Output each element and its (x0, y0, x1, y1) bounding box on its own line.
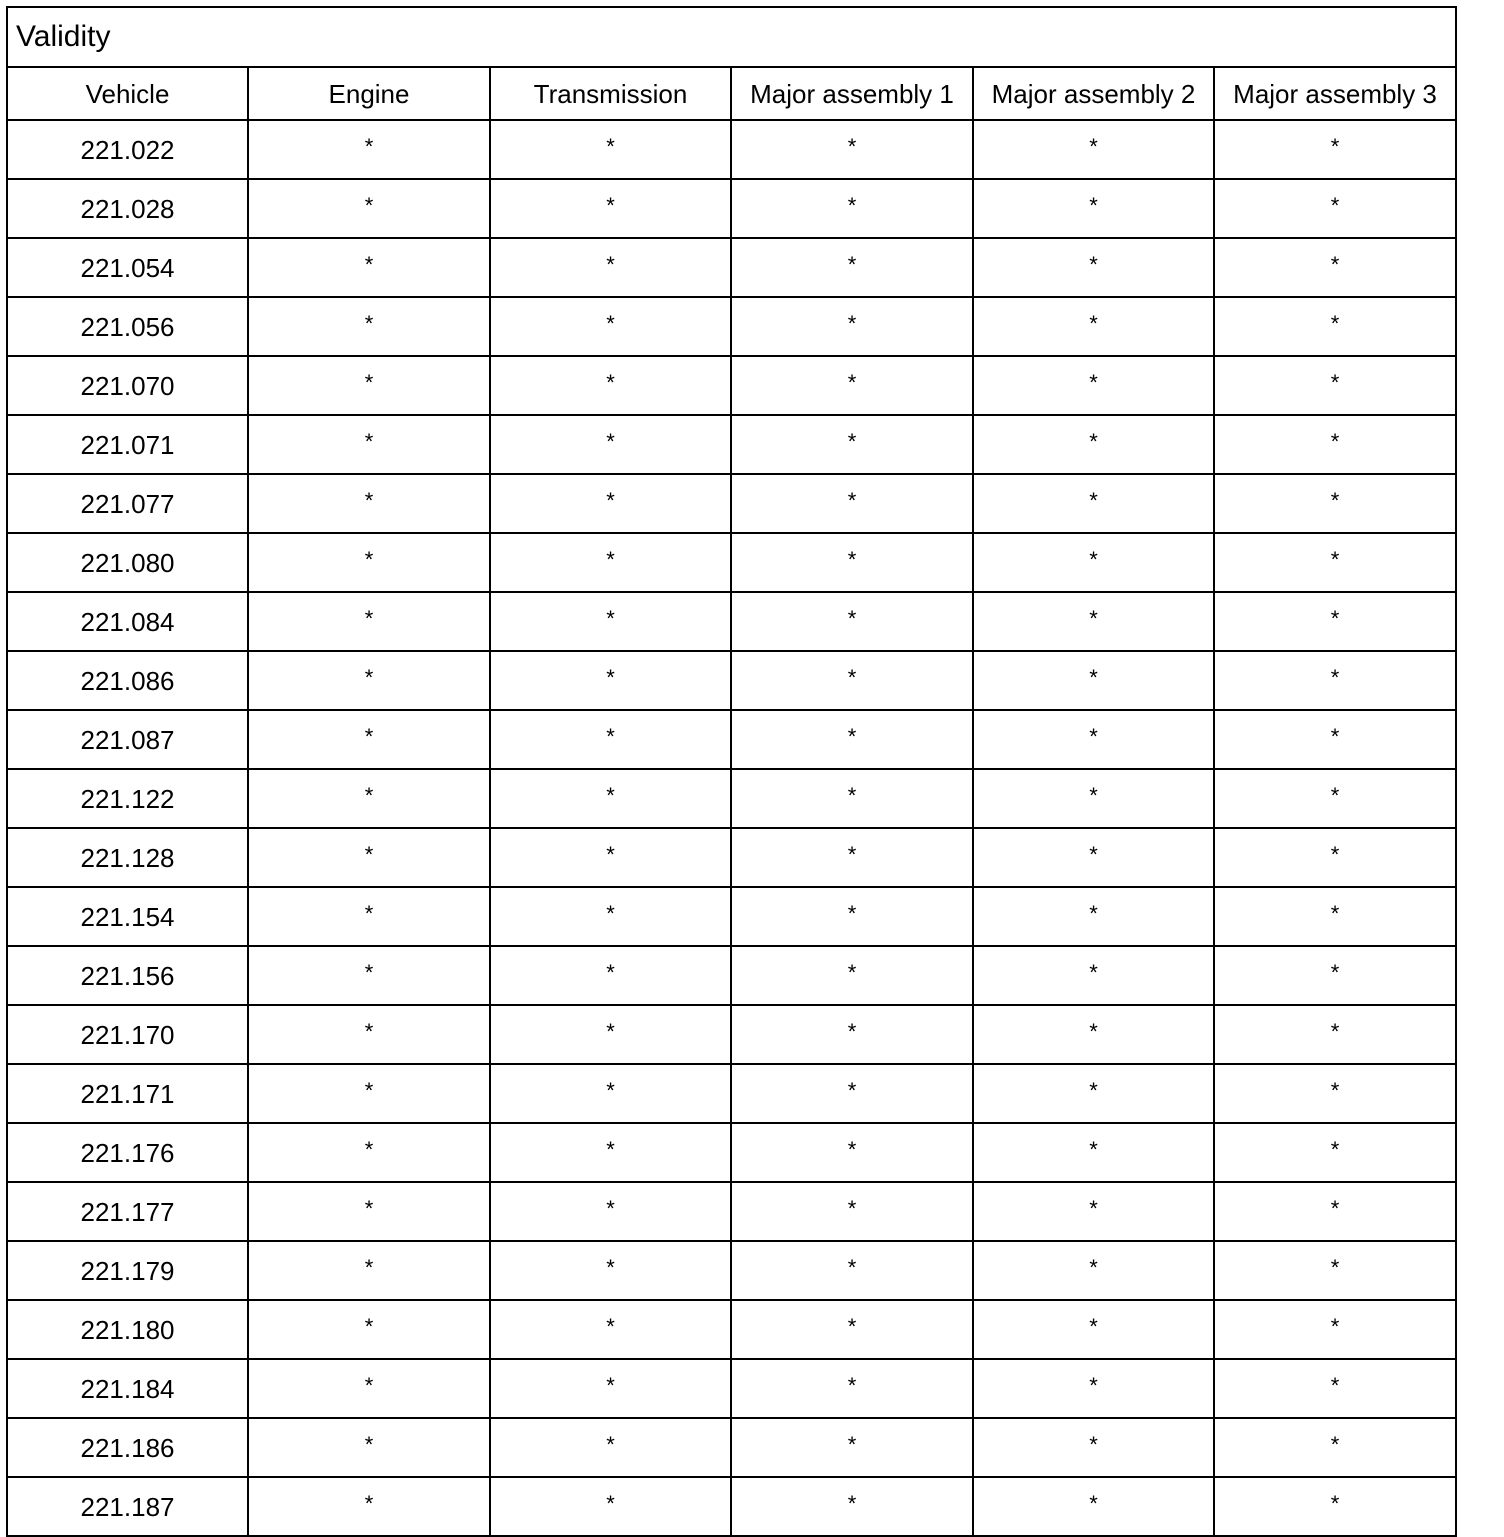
engine-cell: * (248, 828, 490, 887)
transmission-cell: * (490, 1005, 731, 1064)
vehicle-cell: 221.177 (7, 1182, 248, 1241)
transmission-cell: * (490, 533, 731, 592)
major-assembly-1-cell: * (731, 1064, 973, 1123)
major-assembly-1-cell: * (731, 946, 973, 1005)
major-assembly-2-cell: * (973, 1182, 1214, 1241)
vehicle-cell: 221.171 (7, 1064, 248, 1123)
table-row (7, 828, 1456, 887)
major-assembly-3-cell: * (1214, 1359, 1456, 1418)
major-assembly-2-cell: * (973, 946, 1214, 1005)
vehicle-cell: 221.154 (7, 887, 248, 946)
major-assembly-3-cell: * (1214, 1418, 1456, 1477)
vehicle-cell: 221.184 (7, 1359, 248, 1418)
major-assembly-2-cell: * (973, 1064, 1214, 1123)
vehicle-cell: 221.179 (7, 1241, 248, 1300)
title-row (7, 7, 1456, 67)
vehicle-cell: 221.022 (7, 120, 248, 179)
major-assembly-1-cell: * (731, 297, 973, 356)
table-row (7, 356, 1456, 415)
major-assembly-3-cell: * (1214, 946, 1456, 1005)
major-assembly-3-cell: * (1214, 238, 1456, 297)
major-assembly-1-cell: * (731, 474, 973, 533)
table-row (7, 297, 1456, 356)
major-assembly-3-cell: * (1214, 297, 1456, 356)
major-assembly-2-cell: * (973, 651, 1214, 710)
column-header-transmission: Transmission (490, 67, 731, 120)
transmission-cell: * (490, 946, 731, 1005)
vehicle-cell: 221.086 (7, 651, 248, 710)
table-row (7, 1418, 1456, 1477)
vehicle-cell: 221.071 (7, 415, 248, 474)
table-row (7, 415, 1456, 474)
engine-cell: * (248, 1241, 490, 1300)
major-assembly-1-cell: * (731, 533, 973, 592)
major-assembly-1-cell: * (731, 238, 973, 297)
major-assembly-1-cell: * (731, 1477, 973, 1536)
table-row (7, 120, 1456, 179)
major-assembly-1-cell: * (731, 1005, 973, 1064)
engine-cell: * (248, 1005, 490, 1064)
vehicle-cell: 221.176 (7, 1123, 248, 1182)
major-assembly-2-cell: * (973, 474, 1214, 533)
major-assembly-2-cell: * (973, 1123, 1214, 1182)
table-row (7, 1241, 1456, 1300)
engine-cell: * (248, 533, 490, 592)
engine-cell: * (248, 1182, 490, 1241)
major-assembly-3-cell: * (1214, 1064, 1456, 1123)
engine-cell: * (248, 1123, 490, 1182)
major-assembly-1-cell: * (731, 179, 973, 238)
transmission-cell: * (490, 415, 731, 474)
major-assembly-3-cell: * (1214, 1123, 1456, 1182)
engine-cell: * (248, 651, 490, 710)
vehicle-cell: 221.028 (7, 179, 248, 238)
major-assembly-1-cell: * (731, 828, 973, 887)
table-row (7, 1300, 1456, 1359)
engine-cell: * (248, 946, 490, 1005)
vehicle-cell: 221.180 (7, 1300, 248, 1359)
major-assembly-1-cell: * (731, 120, 973, 179)
vehicle-cell: 221.122 (7, 769, 248, 828)
vehicle-cell: 221.056 (7, 297, 248, 356)
major-assembly-3-cell: * (1214, 1005, 1456, 1064)
table-row (7, 887, 1456, 946)
major-assembly-1-cell: * (731, 356, 973, 415)
transmission-cell: * (490, 651, 731, 710)
vehicle-cell: 221.128 (7, 828, 248, 887)
major-assembly-2-cell: * (973, 356, 1214, 415)
major-assembly-2-cell: * (973, 120, 1214, 179)
major-assembly-3-cell: * (1214, 1477, 1456, 1536)
major-assembly-1-cell: * (731, 1359, 973, 1418)
major-assembly-3-cell: * (1214, 710, 1456, 769)
major-assembly-2-cell: * (973, 887, 1214, 946)
vehicle-cell: 221.170 (7, 1005, 248, 1064)
major-assembly-3-cell: * (1214, 533, 1456, 592)
major-assembly-1-cell: * (731, 1300, 973, 1359)
major-assembly-2-cell: * (973, 179, 1214, 238)
engine-cell: * (248, 1418, 490, 1477)
major-assembly-3-cell: * (1214, 415, 1456, 474)
major-assembly-3-cell: * (1214, 887, 1456, 946)
engine-cell: * (248, 769, 490, 828)
transmission-cell: * (490, 1477, 731, 1536)
major-assembly-1-cell: * (731, 887, 973, 946)
table-row (7, 238, 1456, 297)
major-assembly-2-cell: * (973, 297, 1214, 356)
engine-cell: * (248, 179, 490, 238)
transmission-cell: * (490, 238, 731, 297)
column-header-engine: Engine (248, 67, 490, 120)
major-assembly-3-cell: * (1214, 179, 1456, 238)
major-assembly-3-cell: * (1214, 474, 1456, 533)
vehicle-cell: 221.186 (7, 1418, 248, 1477)
transmission-cell: * (490, 1182, 731, 1241)
table-row (7, 769, 1456, 828)
transmission-cell: * (490, 1064, 731, 1123)
vehicle-cell: 221.087 (7, 710, 248, 769)
major-assembly-2-cell: * (973, 1359, 1214, 1418)
vehicle-cell: 221.156 (7, 946, 248, 1005)
column-header-major-assembly-3: Major assembly 3 (1214, 67, 1456, 120)
major-assembly-2-cell: * (973, 533, 1214, 592)
header-row (7, 67, 1456, 120)
major-assembly-2-cell: * (973, 592, 1214, 651)
engine-cell: * (248, 1477, 490, 1536)
transmission-cell: * (490, 592, 731, 651)
table-row (7, 710, 1456, 769)
engine-cell: * (248, 1064, 490, 1123)
vehicle-cell: 221.187 (7, 1477, 248, 1536)
table-row (7, 1123, 1456, 1182)
major-assembly-3-cell: * (1214, 769, 1456, 828)
vehicle-cell: 221.070 (7, 356, 248, 415)
transmission-cell: * (490, 1123, 731, 1182)
validity-table (6, 6, 1457, 1537)
major-assembly-1-cell: * (731, 1123, 973, 1182)
table-row (7, 179, 1456, 238)
transmission-cell: * (490, 297, 731, 356)
engine-cell: * (248, 238, 490, 297)
major-assembly-3-cell: * (1214, 1241, 1456, 1300)
transmission-cell: * (490, 1359, 731, 1418)
engine-cell: * (248, 415, 490, 474)
column-header-major-assembly-2: Major assembly 2 (973, 67, 1214, 120)
major-assembly-2-cell: * (973, 1418, 1214, 1477)
column-header-vehicle: Vehicle (7, 67, 248, 120)
table-row (7, 651, 1456, 710)
major-assembly-1-cell: * (731, 415, 973, 474)
transmission-cell: * (490, 710, 731, 769)
major-assembly-3-cell: * (1214, 651, 1456, 710)
major-assembly-2-cell: * (973, 1477, 1214, 1536)
major-assembly-3-cell: * (1214, 1182, 1456, 1241)
major-assembly-1-cell: * (731, 710, 973, 769)
table-row (7, 946, 1456, 1005)
vehicle-cell: 221.077 (7, 474, 248, 533)
major-assembly-2-cell: * (973, 769, 1214, 828)
table-row (7, 533, 1456, 592)
transmission-cell: * (490, 769, 731, 828)
engine-cell: * (248, 1359, 490, 1418)
table-body (7, 7, 1456, 1536)
table-title: Validity (7, 7, 1456, 67)
major-assembly-3-cell: * (1214, 356, 1456, 415)
table-row (7, 1182, 1456, 1241)
major-assembly-2-cell: * (973, 710, 1214, 769)
major-assembly-1-cell: * (731, 1182, 973, 1241)
table-row (7, 1005, 1456, 1064)
engine-cell: * (248, 1300, 490, 1359)
engine-cell: * (248, 474, 490, 533)
table-row (7, 1477, 1456, 1536)
transmission-cell: * (490, 887, 731, 946)
engine-cell: * (248, 356, 490, 415)
vehicle-cell: 221.080 (7, 533, 248, 592)
transmission-cell: * (490, 828, 731, 887)
table-row (7, 1064, 1456, 1123)
engine-cell: * (248, 120, 490, 179)
major-assembly-2-cell: * (973, 1241, 1214, 1300)
table-row (7, 592, 1456, 651)
transmission-cell: * (490, 1418, 731, 1477)
engine-cell: * (248, 710, 490, 769)
transmission-cell: * (490, 120, 731, 179)
transmission-cell: * (490, 179, 731, 238)
major-assembly-3-cell: * (1214, 828, 1456, 887)
transmission-cell: * (490, 1241, 731, 1300)
major-assembly-3-cell: * (1214, 1300, 1456, 1359)
vehicle-cell: 221.054 (7, 238, 248, 297)
major-assembly-2-cell: * (973, 415, 1214, 474)
major-assembly-1-cell: * (731, 592, 973, 651)
major-assembly-1-cell: * (731, 651, 973, 710)
column-header-major-assembly-1: Major assembly 1 (731, 67, 973, 120)
major-assembly-1-cell: * (731, 1418, 973, 1477)
table-row (7, 1359, 1456, 1418)
major-assembly-2-cell: * (973, 1300, 1214, 1359)
engine-cell: * (248, 592, 490, 651)
transmission-cell: * (490, 474, 731, 533)
major-assembly-3-cell: * (1214, 592, 1456, 651)
major-assembly-2-cell: * (973, 828, 1214, 887)
major-assembly-2-cell: * (973, 1005, 1214, 1064)
transmission-cell: * (490, 1300, 731, 1359)
table-row (7, 474, 1456, 533)
engine-cell: * (248, 887, 490, 946)
major-assembly-1-cell: * (731, 1241, 973, 1300)
major-assembly-1-cell: * (731, 769, 973, 828)
vehicle-cell: 221.084 (7, 592, 248, 651)
transmission-cell: * (490, 356, 731, 415)
engine-cell: * (248, 297, 490, 356)
major-assembly-3-cell: * (1214, 120, 1456, 179)
major-assembly-2-cell: * (973, 238, 1214, 297)
